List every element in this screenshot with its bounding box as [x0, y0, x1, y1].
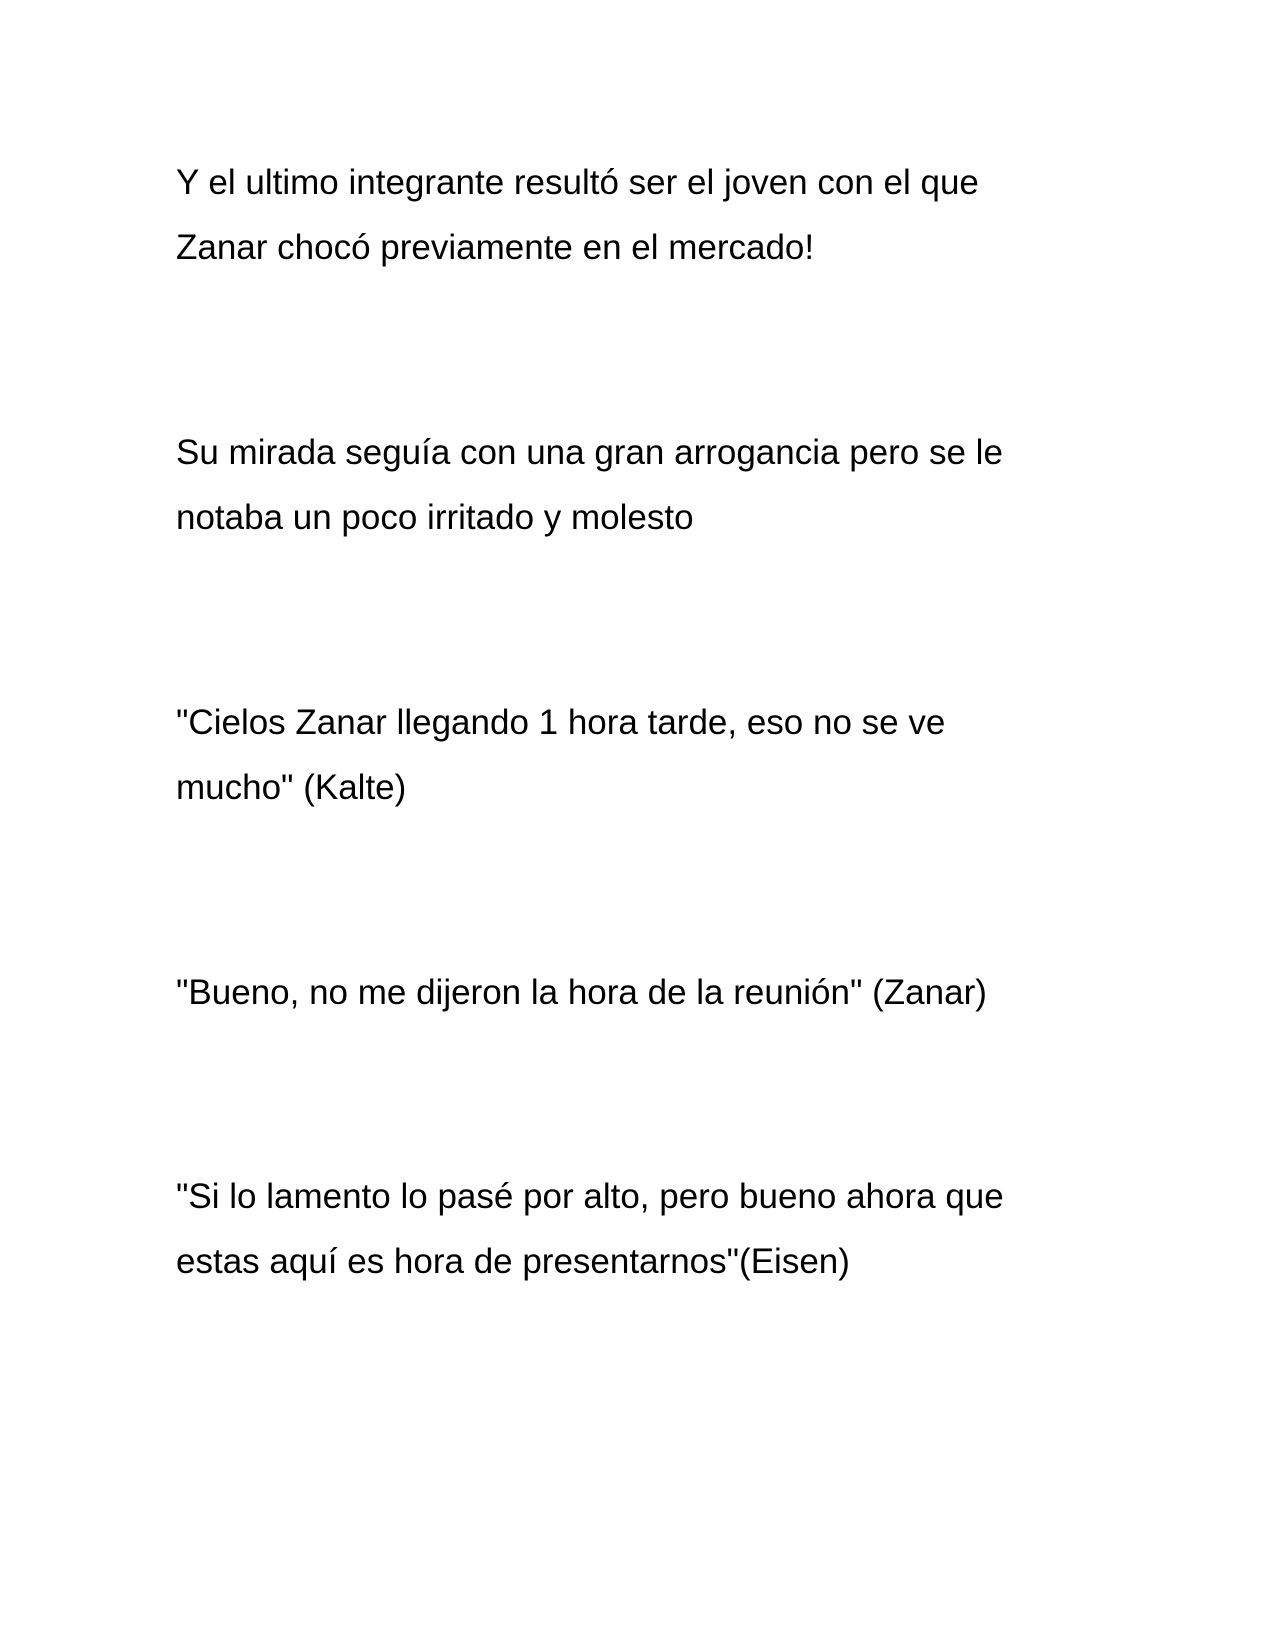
paragraph-line: Su mirada seguía con una gran arrogancia pero se le [176, 433, 1003, 472]
paragraph-3 [176, 690, 1096, 820]
paragraph-line: estas aquí es hora de presentarnos"(Eisen) [176, 1242, 850, 1281]
paragraph-line: "Si lo lamento lo pasé por alto, pero bueno ahora que [176, 1177, 1004, 1216]
paragraph-line: "Cielos Zanar llegando 1 hora tarde, eso no se ve [176, 703, 946, 742]
paragraph-4 [176, 960, 1096, 1025]
paragraph-1 [176, 150, 1096, 280]
paragraph-line: Zanar chocó previamente en el mercado! [176, 228, 815, 267]
paragraph-line: "Bueno, no me dijeron la hora de la reunión" (Zanar) [176, 973, 987, 1012]
paragraph-line: notaba un poco irritado y molesto [176, 498, 694, 537]
paragraph-line: Y el ultimo integrante resultó ser el joven con el que [176, 163, 979, 202]
paragraph-5 [176, 1164, 1096, 1294]
paragraph-line: mucho" (Kalte) [176, 768, 407, 807]
paragraph-2 [176, 420, 1096, 550]
